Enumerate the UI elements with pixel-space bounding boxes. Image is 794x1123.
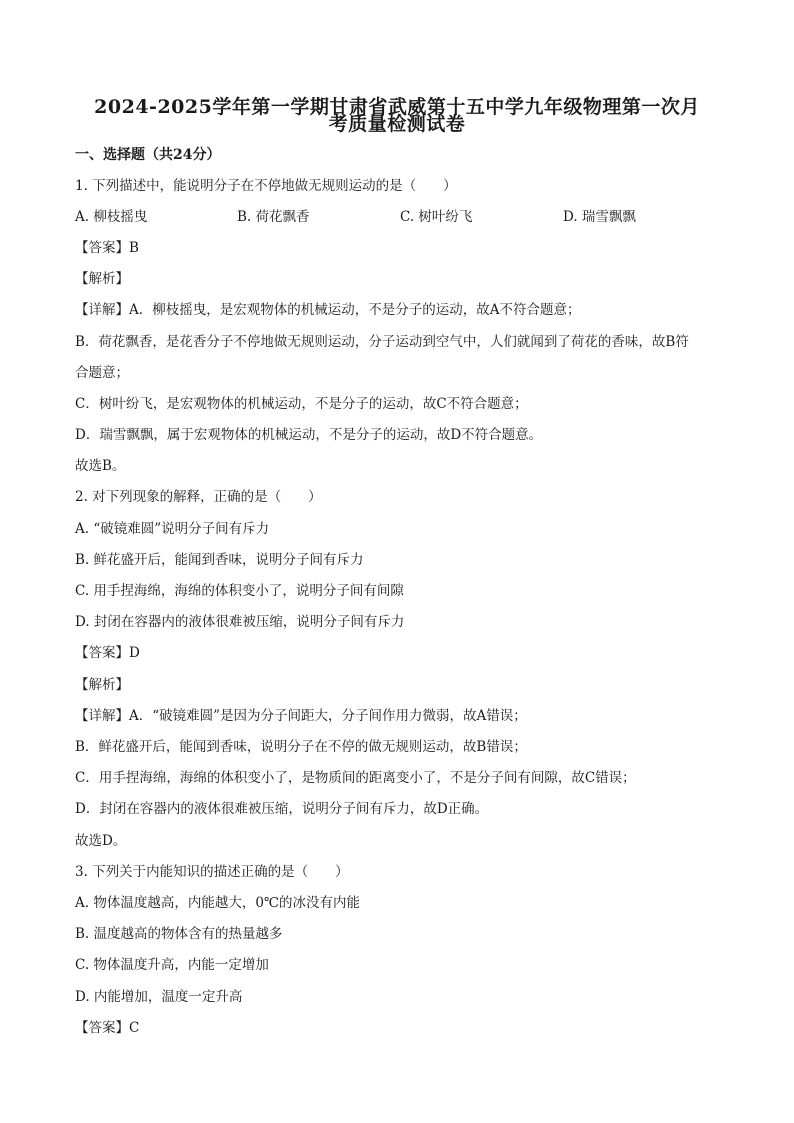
q1-detail-line: B．荷花飘香，是花香分子不停地做无规则运动，分子运动到空气中，人们就闻到了荷花的香味，故B符 [75,334,689,350]
q2-option-c: C. 用手捏海绵，海绵的体积变小了，说明分子间有间隙 [75,583,404,599]
q2-detail-line: B．鲜花盛开后，能闻到香味，说明分子在不停的做无规则运动，故B错误； [75,739,527,755]
q3-option-a: A. 物体温度越高，内能越大，0℃的冰没有内能 [75,895,361,911]
q2-detail-line: C．用手捏海绵，海绵的体积变小了，是物质间的距离变小了，不是分子间有间隙，故C错误； [75,770,636,786]
q1-option-d: D. 瑞雪飘飘 [563,209,636,225]
q1-detail-line: C．树叶纷飞，是宏观物体的机械运动，不是分子的运动，故C不符合题意； [75,396,528,412]
q1-detail-line: D．瑞雪飘飘，属于宏观物体的机械运动，不是分子的运动，故D不符合题意。 [75,427,543,443]
title-line-2: 考质量检测试卷 [328,113,466,135]
q1-option-c: C. 树叶纷飞 [400,209,473,225]
q1-detail-line: 故选B。 [75,458,126,474]
q3-option-b: B. 温度越高的物体含有的热量越多 [75,926,283,942]
section-heading: 一、选择题（共24分） [75,147,221,163]
q2-analysis-label: 【解析】 [75,677,129,693]
q2-option-b: B. 鲜花盛开后，能闻到香味，说明分子间有斥力 [75,552,364,568]
q2-stem: 2. 对下列现象的解释，正确的是（ ） [75,489,322,505]
q2-detail-line: D．封闭在容器内的液体很难被压缩，说明分子间有斥力，故D正确。 [75,801,489,817]
q1-answer: 【答案】B [75,240,139,256]
q1-detail-line: 合题意； [75,365,129,381]
q1-detail-line: 【详解】A．柳枝摇曳，是宏观物体的机械运动，不是分子的运动，故A不符合题意； [75,302,581,318]
q1-analysis-label: 【解析】 [75,271,129,287]
q2-detail-line: 故选D。 [75,833,127,849]
q2-answer: 【答案】D [75,645,140,661]
q3-option-d: D. 内能增加，温度一定升高 [75,989,243,1005]
q3-answer: 【答案】C [75,1020,140,1036]
q2-option-d: D. 封闭在容器内的液体很难被压缩，说明分子间有斥力 [75,614,405,630]
q2-detail-line: 【详解】A．“破镜难圆”是因为分子间距大，分子间作用力微弱，故A错误； [75,708,527,724]
q3-option-c: C. 物体温度升高，内能一定增加 [75,957,269,973]
title-line-1: 2024-2025学年第一学期甘肃省武威第十五中学九年级物理第一次月 [94,96,700,118]
q1-option-a: A. 柳枝摇曳 [75,209,148,225]
q1-stem: 1. 下列描述中，能说明分子在不停地做无规则运动的是（ ） [75,178,457,194]
q1-option-b: B. 荷花飘香 [237,209,310,225]
q3-stem: 3. 下列关于内能知识的描述正确的是（ ） [75,864,349,880]
q2-option-a: A. “破镜难圆”说明分子间有斥力 [75,521,270,537]
